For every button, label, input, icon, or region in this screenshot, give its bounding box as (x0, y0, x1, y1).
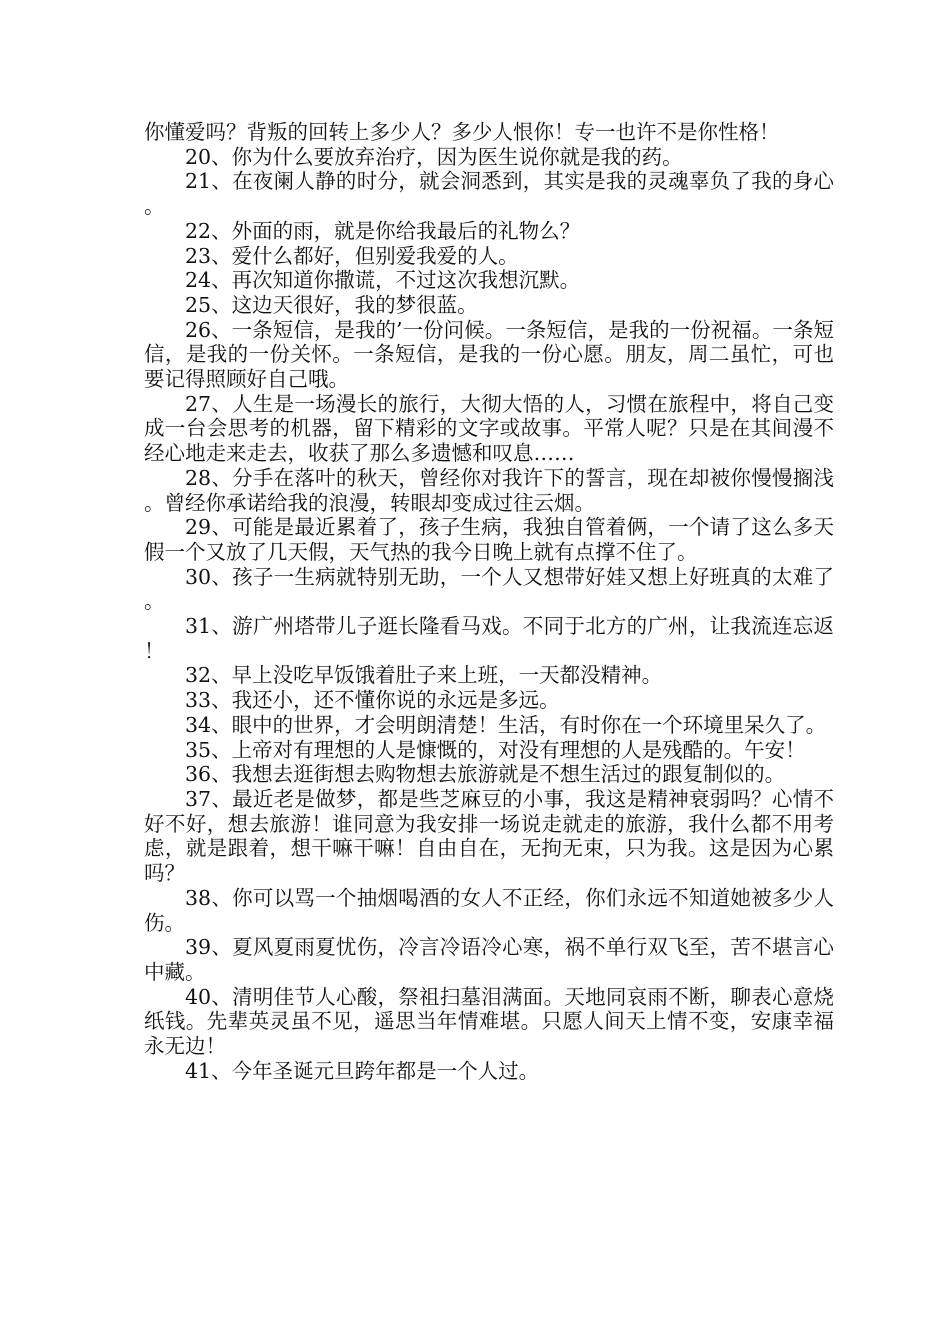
paragraph-item: 38、你可以骂一个抽烟喝酒的女人不正经，你们永远不知道她被多少人伤。 (144, 885, 834, 935)
paragraph-item: 34、眼中的世界，才会明朗清楚！生活，有时你在一个环境里呆久了。 (185, 712, 827, 737)
paragraph-item: 21、在夜阑人静的时分，就会洞悉到，其实是我的灵魂辜负了我的身心。 (144, 169, 834, 219)
paragraph-item: 32、早上没吃早饭饿着肚子来上班，一天都没精神。 (185, 663, 663, 688)
paragraph-item: 39、夏风夏雨夏忧伤，冷言冷语冷心寒，祸不单行双飞至，苦不堪言心中藏。 (144, 935, 834, 984)
paragraph-item: 30、孩子一生病就特别无助，一个人又想带好娃又想上好班真的太难了。 (144, 564, 834, 614)
paragraph-item: 35、上帝对有理想的人是慷慨的，对没有理想的人是残酷的。午安！ (185, 737, 806, 762)
paragraph-item: 26、一条短信，是我的’一份问候。一条短信，是我的一份祝福。一条短信，是我的一份关怀。一条短信，是我的一份心愿。朋友，周二虽忙，可也要记得照顾好自己哦。 (144, 317, 834, 392)
paragraph-item: 33、我还小，还不懂你说的永远是多远。 (185, 688, 560, 713)
paragraph-item: 22、外面的雨，就是你给我最后的礼物么？ (185, 218, 581, 243)
paragraph-item: 31、游广州塔带儿子逛长隆看马戏。不同于北方的广州，让我流连忘返！ (144, 614, 834, 663)
paragraph-item: 29、可能是最近累着了，孩子生病，我独自管着俩，一个请了这么多天假一个又放了几天假，天气热的我今日晚上就有点撑不住了。 (144, 515, 834, 564)
document-body (144, 120, 834, 1083)
paragraph-continued: 你懂爱吗？背叛的回转上多少人？多少人恨你！专一也许不是你性格！ (144, 120, 780, 144)
paragraph-item: 36、我想去逛街想去购物想去旅游就是不想生活过的跟复制似的。 (185, 762, 786, 787)
paragraph-item: 37、最近老是做梦，都是些芝麻豆的小事，我这是精神衰弱吗？心情不好不好，想去旅游！谁同意为我安排一场说走就走的旅游，我什么都不用考虑，就是跟着，想干嘛干嘛！自由自在，无拘无束，只为我。这是因为心累吗？ (144, 786, 834, 886)
paragraph-item: 28、分手在落叶的秋天，曾经你对我许下的誓言，现在却被你慢慢搁浅。曾经你承诺给我的浪漫，转眼却变成过往云烟。 (144, 465, 834, 515)
paragraph-item: 20、你为什么要放弃治疗，因为医生说你就是我的药。 (185, 144, 683, 169)
paragraph-item: 41、今年圣诞元旦跨年都是一个人过。 (185, 1058, 540, 1083)
paragraph-item: 40、清明佳节人心酸，祭祖扫墓泪满面。天地同哀雨不断，聊表心意烧纸钱。先辈英灵虽不见，遥思当年情难堪。只愿人间天上情不变，安康幸福永无边！ (144, 984, 834, 1059)
paragraph-item: 23、爱什么都好，但别爱我爱的人。 (185, 243, 519, 268)
paragraph-item: 25、这边天很好，我的梦很蓝。 (185, 292, 478, 317)
paragraph-item: 27、人生是一场漫长的旅行，大彻大悟的人，习惯在旅程中，将自己变成一台会思考的机器，留下精彩的文字或故事。平常人呢？只是在其间漫不经心地走来走去，收获了那么多遗憾和叹息…… (144, 391, 834, 466)
paragraph-item: 24、再次知道你撒谎，不过这次我想沉默。 (185, 268, 581, 293)
